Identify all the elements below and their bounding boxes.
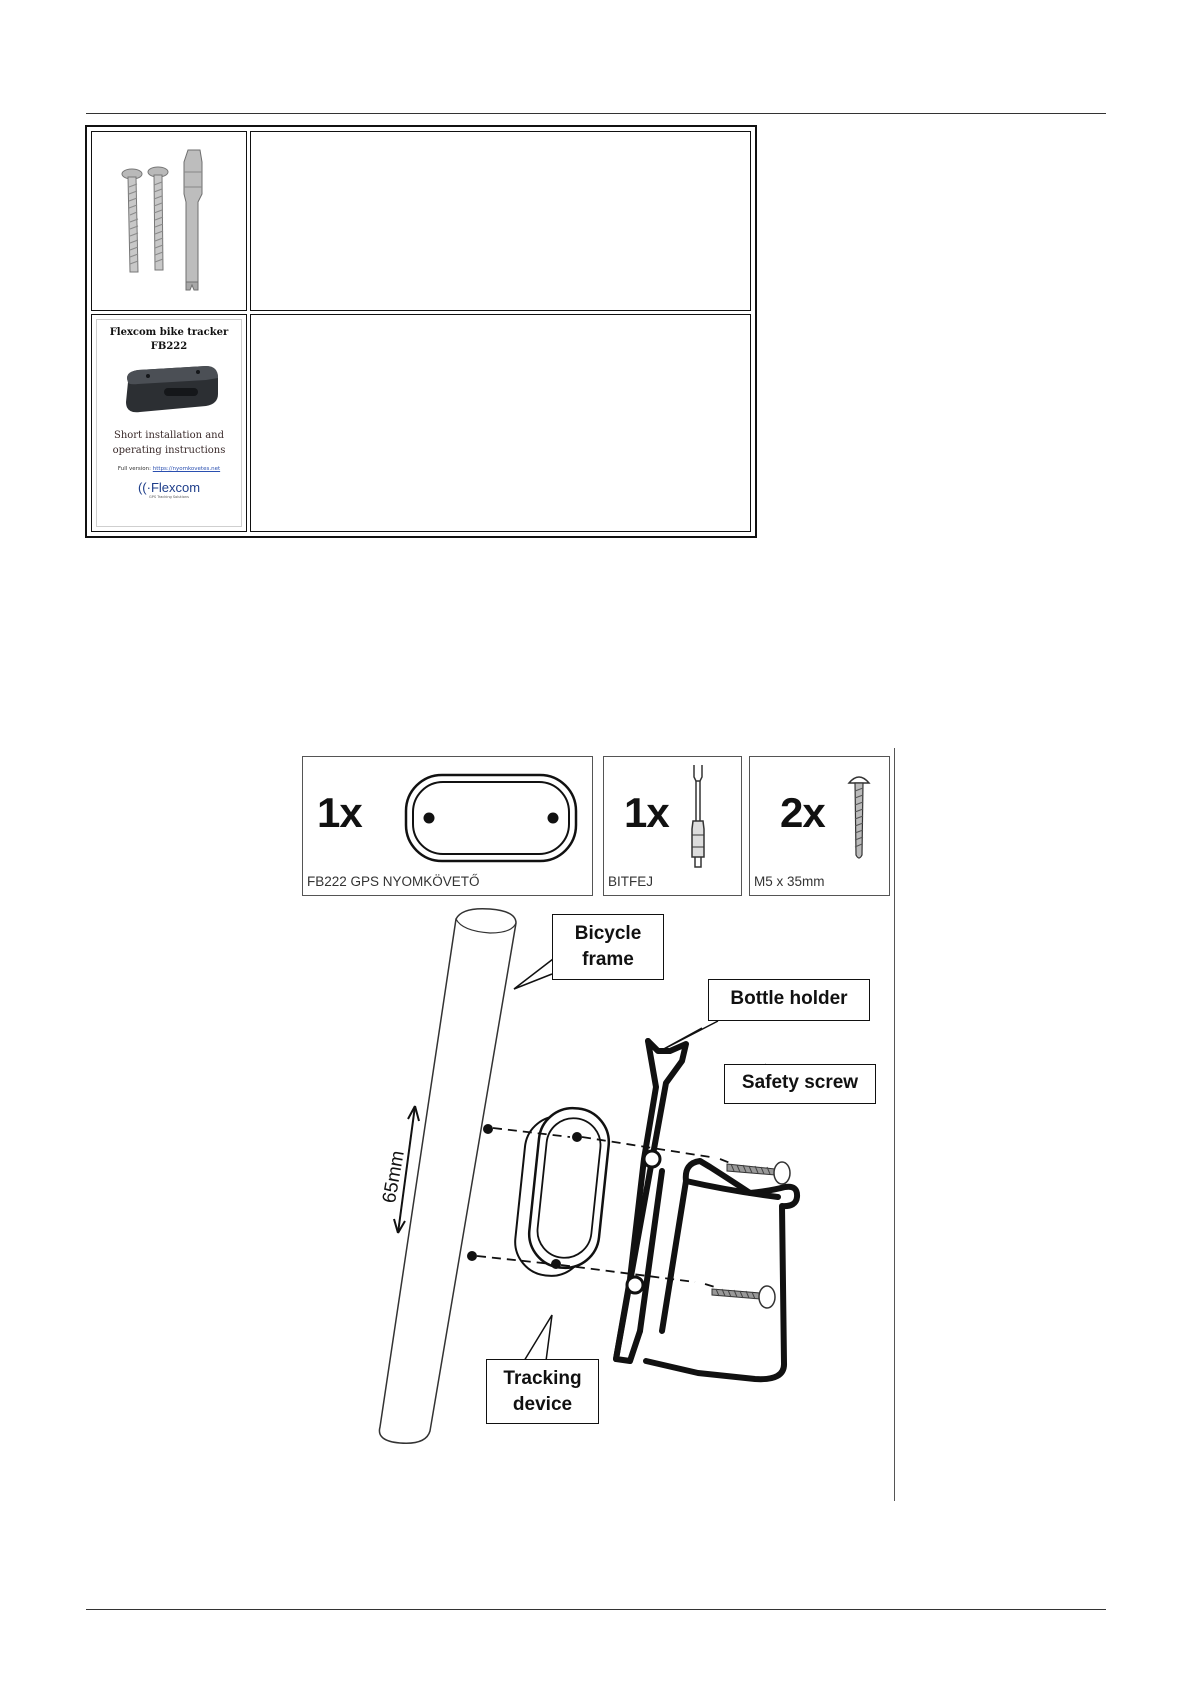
screws-and-bit-photo-cell [91,131,247,311]
booklet-description: Short installation and operating instructions [112,430,226,456]
full-version-label: Full version: [117,466,152,472]
screw-icon [122,169,142,272]
booklet-model: FB222 [150,341,188,352]
tracker-outline-icon [401,767,581,867]
frame-hole-lower [467,1251,477,1261]
logo-text: Flexcom [150,480,201,495]
screw-outline-icon [846,773,872,868]
flexcom-logo [97,480,241,495]
kit-box-screws [749,756,890,896]
screws-quantity: 2x [780,789,825,836]
callout-tracking-device: Tracking device [486,1359,599,1424]
callout-bottle-holder: Bottle holder [708,979,870,1021]
installation-diagram [290,748,896,1501]
screws-description-cell [250,131,751,311]
manual-booklet-cell [91,314,247,532]
logo-subtitle: GPS Tracking Solutions [149,495,189,499]
holder-hole-upper [644,1151,660,1167]
signal-icon: ((· [137,480,151,495]
tracking-device-outline [512,1105,612,1279]
manual-booklet-cover [96,319,242,527]
driver-bit-icon [184,150,202,290]
bit-quantity: 1x [624,789,669,836]
callout-safety-screw: Safety screw [724,1064,876,1104]
booklet-title: Flexcom bike tracker [109,327,229,338]
tracker-device-photo [114,358,224,420]
kit-box-tracker [302,756,593,896]
safety-screw-lower [712,1286,775,1308]
booklet-full-version [97,466,241,472]
screws-caption: M5 x 35mm [754,874,825,889]
kit-box-bit [603,756,742,896]
manual-description-cell [250,314,751,532]
package-contents-table [85,125,757,538]
full-version-link[interactable]: https://nyomkovetes.net [152,466,221,472]
screws-and-bit-photo [92,132,245,309]
frame-hole-upper [483,1124,493,1134]
screw-icon [148,167,168,270]
dimension-label: 65mm [378,1149,409,1205]
callout-bicycle-frame: Bicycle frame [552,914,664,980]
tracker-quantity: 1x [317,789,362,836]
bit-outline-icon [683,761,713,871]
holder-hole-lower [627,1277,643,1293]
bit-caption: BITFEJ [608,874,654,889]
tracker-caption: FB222 GPS NYOMKÖVETŐ [307,874,480,889]
diagram-vertical-rule [894,748,895,1501]
footer-rule [86,1609,1106,1610]
header-rule [86,113,1106,114]
